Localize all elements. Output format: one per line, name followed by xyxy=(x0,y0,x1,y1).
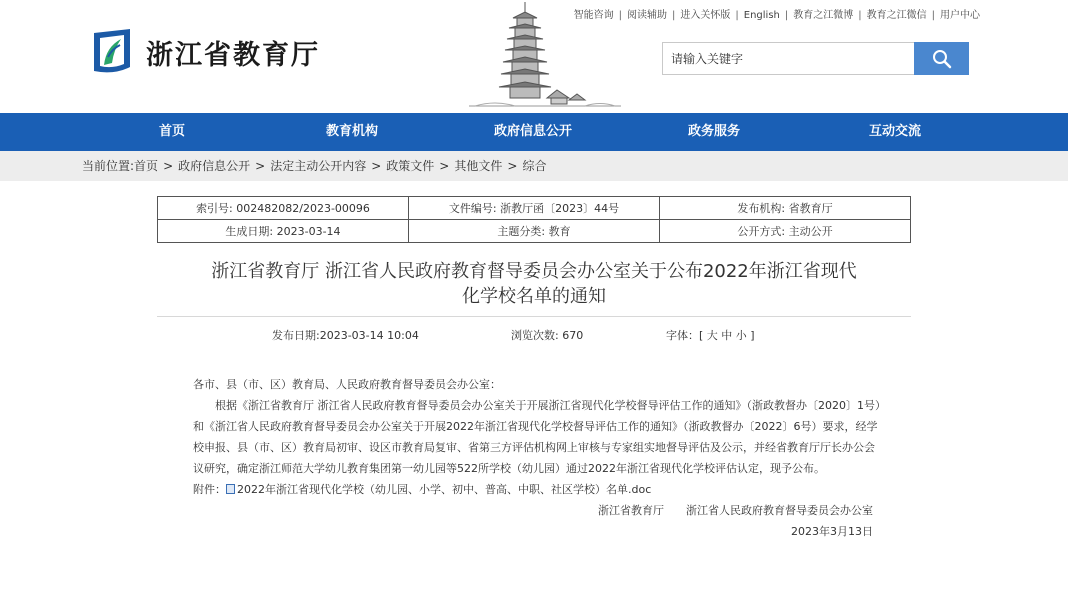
title-divider xyxy=(157,316,911,317)
pagoda-illustration xyxy=(465,0,625,112)
signer-supervision-office: 浙江省人民政府教育督导委员会办公室 xyxy=(686,504,873,517)
logo-emblem-icon xyxy=(90,27,134,77)
breadcrumb-separator: > xyxy=(163,159,174,173)
separator: | xyxy=(672,10,676,21)
article-title xyxy=(157,259,911,309)
table-row xyxy=(158,220,911,243)
meta-disclosure: 公开方式: 主动公开 xyxy=(660,220,911,243)
site-logo[interactable] xyxy=(90,27,320,77)
article-title-line: 浙江省教育厅 浙江省人民政府教育督导委员会办公室关于公布2022年浙江省现代 xyxy=(211,261,857,282)
doc-file-icon xyxy=(226,484,235,494)
view-count: 浏览次数: 670 xyxy=(511,329,584,342)
search-input[interactable] xyxy=(662,42,914,75)
separator: | xyxy=(618,10,623,21)
breadcrumb xyxy=(0,151,1068,181)
link-wechat[interactable]: 教育之江微信 xyxy=(866,10,927,21)
publish-date: 发布日期:2023-03-14 10:04 xyxy=(272,329,419,342)
meta-publisher: 发布机构: 省教育厅 xyxy=(660,197,911,220)
separator: | xyxy=(784,10,789,21)
sign-date: 2023年3月13日 xyxy=(791,525,873,538)
site-name: 浙江省教育厅 xyxy=(146,39,320,71)
meta-topic: 主题分类: 教育 xyxy=(409,220,660,243)
search-icon xyxy=(932,49,952,69)
separator: | xyxy=(931,10,935,21)
breadcrumb-separator: > xyxy=(507,159,518,173)
attachment-link[interactable]: 2022年浙江省现代化学校（幼儿园、小学、初中、普高、中职、社区学校）名单.doc xyxy=(237,483,652,496)
breadcrumb-info-disclosure[interactable]: 政府信息公开 xyxy=(178,159,251,173)
separator: | xyxy=(735,10,739,21)
breadcrumb-separator: > xyxy=(371,159,382,173)
meta-doc-no: 文件编号: 浙教厅函〔2023〕44号 xyxy=(409,197,660,220)
top-utility-bar xyxy=(574,6,980,21)
meta-index-no: 索引号: 002482082/2023-00096 xyxy=(158,197,409,220)
signer-edu-dept: 浙江省教育厅 xyxy=(598,504,664,517)
breadcrumb-policy-docs[interactable]: 政策文件 xyxy=(386,159,435,173)
breadcrumb-home[interactable]: 首页 xyxy=(134,159,159,173)
breadcrumb-general[interactable]: 综合 xyxy=(522,159,547,173)
link-care-version[interactable]: 进入关怀版 xyxy=(680,10,731,21)
breadcrumb-separator: > xyxy=(255,159,266,173)
signers xyxy=(193,500,883,521)
nav-home[interactable]: 首页 xyxy=(158,124,186,139)
attachment-line xyxy=(193,479,883,500)
breadcrumb-statutory[interactable]: 法定主动公开内容 xyxy=(270,159,367,173)
separator: | xyxy=(858,10,862,21)
link-user-center[interactable]: 用户中心 xyxy=(940,10,980,21)
nav-info-disclosure[interactable]: 政府信息公开 xyxy=(493,124,573,139)
table-row xyxy=(158,197,911,220)
attachment-label: 附件： xyxy=(193,483,226,496)
document-meta-table xyxy=(157,196,911,243)
article-body xyxy=(193,374,883,542)
main-nav xyxy=(0,113,1068,151)
article-title-line: 化学校名单的通知 xyxy=(462,286,606,307)
font-size-control[interactable]: 字体：[ 大 中 小 ] xyxy=(666,329,755,342)
link-smart-consult[interactable]: 智能咨询 xyxy=(573,10,614,21)
link-weibo[interactable]: 教育之江微博 xyxy=(793,10,854,21)
body-paragraph: 根据《浙江省教育厅 浙江省人民政府教育督导委员会办公室关于开展浙江省现代化学校督导评估工作的通知》（浙政教督办〔2020〕1号）和《浙江省人民政府教育督导委员会办公室关于开展2022年浙江省现代化学校督导评估工作的通知》（浙政教督办〔2022〕6号）要求，经学校申报、县（市、区）教育局初审、设区市教育局复审、省第三方评估机构网上审核与专家组实地督导评估及公示，并经省教育厅厅长办公会议研究，确定浙江师范大学幼儿教育集团第一幼儿园等522所学校（幼儿园）通过2022年浙江省现代化学校评估认定，现予公布。 xyxy=(193,399,881,475)
breadcrumb-other-docs[interactable]: 其他文件 xyxy=(454,159,503,173)
search-button[interactable] xyxy=(914,42,969,75)
search-bar xyxy=(662,42,969,75)
nav-institutions[interactable]: 教育机构 xyxy=(325,124,379,139)
breadcrumb-separator: > xyxy=(439,159,450,173)
link-reading-assist[interactable]: 阅读辅助 xyxy=(627,10,668,21)
meta-created: 生成日期: 2023-03-14 xyxy=(158,220,409,243)
nav-gov-services[interactable]: 政务服务 xyxy=(687,124,741,139)
nav-interaction[interactable]: 互动交流 xyxy=(868,124,922,139)
breadcrumb-prefix: 当前位置: xyxy=(82,159,135,173)
salutation: 各市、县（市、区）教育局、人民政府教育督导委员会办公室： xyxy=(193,378,501,391)
link-english[interactable]: English xyxy=(743,10,780,21)
